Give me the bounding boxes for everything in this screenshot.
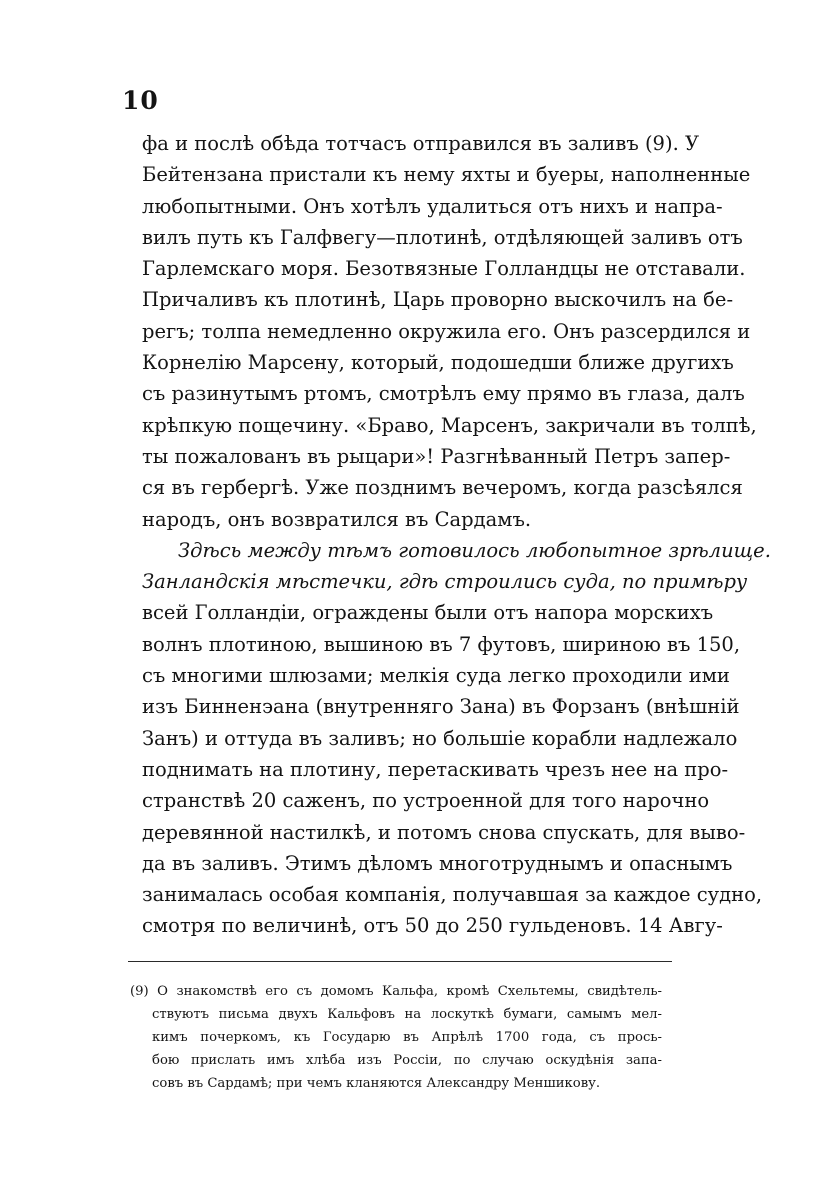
footnote-line-3: кимъ почеркомъ, къ Государю въ Апрѣлѣ 1700 года, съ прось-: [152, 1030, 662, 1045]
paragraph-2-line-12: занималась особая компанія, получавшая за каждое судно,: [142, 883, 763, 907]
footnote-line-1: (9) О знакомствѣ его съ домомъ Кальфа, кромѣ Схельтемы, свидѣтель-: [130, 984, 662, 999]
paragraph-2-line-1: Здѣсь между тѣмъ готовилось любопытное зрѣлище.: [178, 538, 771, 562]
footnote-line-5: совъ въ Сардамѣ; при чемъ кланяются Александру Меншикову.: [152, 1076, 601, 1091]
paragraph-2-line-6: изъ Бинненэана (внутренняго Зана) въ Форзанъ (внѣшній: [142, 695, 740, 719]
paragraph-2-line-4: волнъ плотиною, вышиною въ 7 футовъ, шириною въ 150,: [142, 632, 741, 656]
paragraph-1-line-8: Корнелію Марсену, который, подошедши ближе другихъ: [142, 351, 734, 375]
paragraph-2-line-8: поднимать на плотину, перетаскивать чрезъ нее на про-: [142, 757, 729, 781]
paragraph-1-line-2: Бейтензана пристали къ нему яхты и буеры, наполненные: [142, 163, 751, 187]
footnote-line-4: бою прислать имъ хлѣба изъ Россіи, по случаю оскудѣнія запа-: [152, 1053, 662, 1068]
paragraph-2-line-7: Занъ) и оттуда въ заливъ; но большіе корабли надлежало: [142, 726, 738, 750]
paragraph-1-line-12: ся въ гербергѣ. Уже позднимъ вечеромъ, когда разсѣялся: [142, 476, 743, 500]
page-number: 10: [122, 86, 159, 115]
paragraph-2-line-5: съ многими шлюзами; мелкія суда легко проходили ими: [142, 664, 730, 688]
footnote-line-2: ствуютъ письма двухъ Кальфовъ на лоскуткѣ бумаги, самымъ мел-: [152, 1007, 662, 1022]
paragraph-1-line-6: Причаливъ къ плотинѣ, Царь проворно выскочилъ на бе-: [142, 288, 734, 312]
paragraph-1-line-4: вилъ путь къ Галфвегу—плотинѣ, отдѣляющей заливъ отъ: [142, 225, 743, 249]
paragraph-1-line-1: фа и послѣ обѣда тотчасъ отправился въ заливъ (9). У: [142, 132, 700, 155]
paragraph-1-line-7: регъ; толпа немедленно окружила его. Онъ разсердился и: [142, 319, 751, 343]
paragraph-1-line-11: ты пожалованъ въ рыцари»! Разгнѣванный Петръ запер-: [142, 444, 731, 468]
paragraph-2-line-9: странствѣ 20 саженъ, по устроенной для того нарочно: [142, 789, 710, 813]
footnote-divider: [128, 961, 672, 962]
paragraph-2-line-13: смотря по величинѣ, отъ 50 до 250 гульденовъ. 14 Авгу-: [142, 914, 723, 938]
main-text: [142, 128, 771, 942]
paragraph-2-line-10: деревянной настилкѣ, и потомъ снова спускать, для выво-: [142, 820, 746, 844]
paragraph-1-line-3: любопытными. Онъ хотѣлъ удалиться отъ нихъ и напра-: [142, 194, 723, 218]
paragraph-1-line-9: съ разинутымъ ртомъ, смотрѣлъ ему прямо въ глаза, далъ: [142, 382, 745, 406]
paragraph-1-line-13: народъ, онъ возвратился въ Сардамъ.: [142, 507, 532, 531]
paragraph-2-line-11: да въ заливъ. Этимъ дѣломъ многотруднымъ и опаснымъ: [142, 851, 733, 875]
paragraph-1-line-5: Гарлемскаго моря. Безотвязные Голландцы не отставали.: [142, 257, 746, 281]
paragraph-1-line-10: крѣпкую пощечину. «Браво, Марсенъ, закричали въ толпѣ,: [142, 413, 757, 437]
paragraph-2-line-2: Занландскія мѣстечки, гдѣ строились суда, по примѣру: [142, 570, 748, 594]
footnote: [130, 980, 662, 1095]
paragraph-2-line-3: всей Голландіи, ограждены были отъ напора морскихъ: [142, 601, 714, 625]
